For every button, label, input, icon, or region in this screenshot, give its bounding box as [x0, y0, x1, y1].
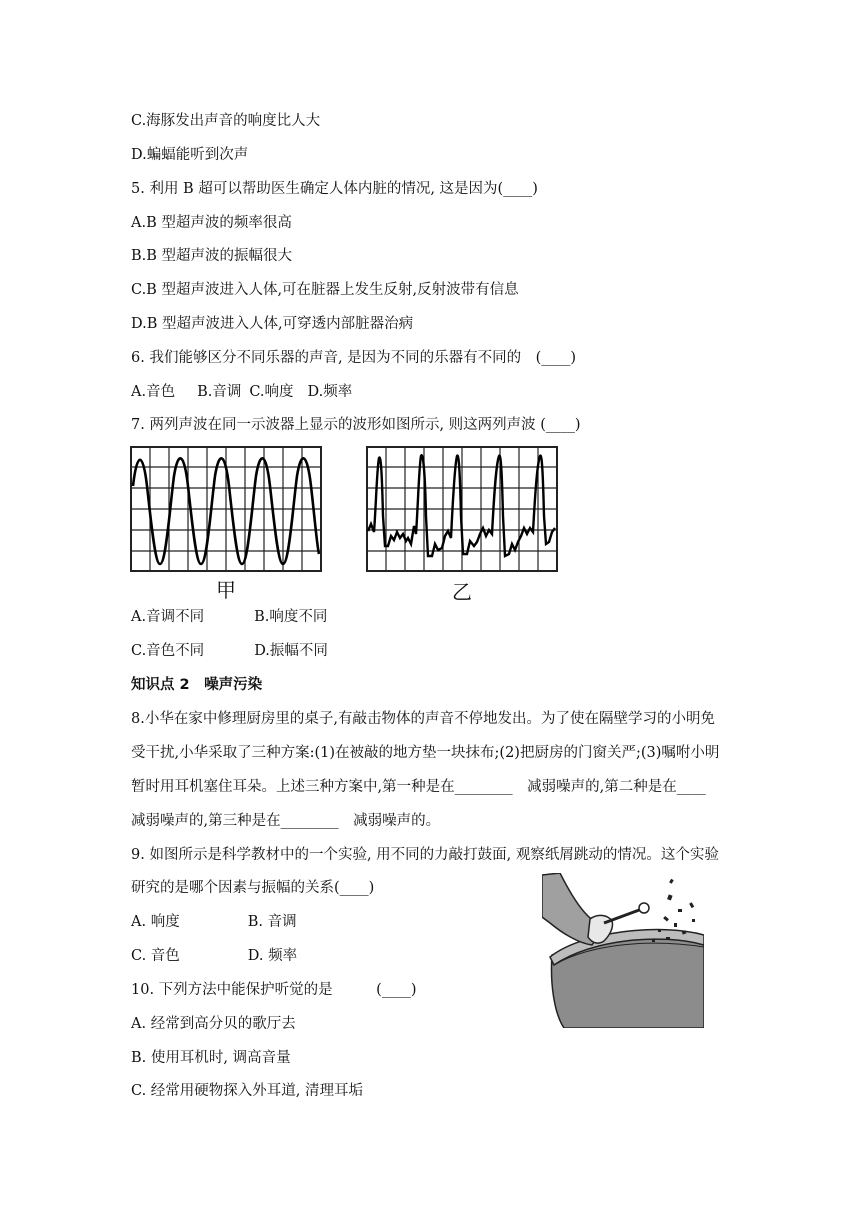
q5-stem: 5. 利用 B 超可以帮助医生确定人体内脏的情况, 这是因为(____) — [131, 181, 538, 197]
q8-line-4: 减弱噪声的,第三种是在________ 减弱噪声的。 — [131, 813, 441, 829]
q7-options-row1 — [131, 607, 327, 627]
q9-option-c: C. 音色 — [131, 948, 180, 964]
q6-stem: 6. 我们能够区分不同乐器的声音, 是因为不同的乐器有不同的 (____) — [131, 350, 576, 366]
q9-option-a: A. 响度 — [131, 914, 180, 930]
q10-stem: 10. 下列方法中能保护听觉的是 (____) — [131, 982, 417, 998]
q5-option-d: D.B 型超声波进入人体,可穿透内部脏器治病 — [131, 316, 414, 332]
q9-option-b: B. 音调 — [247, 914, 297, 930]
q5-option-a: A.B 型超声波的频率很高 — [131, 215, 292, 231]
q7-option-a: A.音调不同 — [131, 609, 205, 625]
drumstick — [604, 909, 642, 923]
q8-line-1: 8.小华在家中修理厨房里的桌子,有敲击物体的声音不停地发出。为了使在隔壁学习的小明免 — [131, 711, 715, 727]
q6-options — [131, 382, 352, 402]
q8-line-3: 暂时用耳机塞住耳朵。上述三种方案中,第一种是在________ 减弱噪声的,第二种是在____ — [131, 779, 706, 795]
q7-option-b: B.响度不同 — [254, 609, 328, 625]
q10-option-c: C. 经常用硬物探入外耳道, 清理耳垢 — [131, 1083, 364, 1099]
q9-line-2: 研究的是哪个因素与振幅的关系(____) — [131, 880, 375, 896]
q9-line-1: 9. 如图所示是科学教材中的一个实验, 用不同的力敲打鼓面, 观察纸屑跳动的情况。这个实验 — [131, 847, 719, 863]
q6-option-d: D.频率 — [307, 384, 353, 400]
q8-line-2: 受干扰,小华采取了三种方案:(1)在被敲的地方垫一块抹布;(2)把厨房的门窗关严;(3)嘱咐小明 — [131, 745, 720, 761]
q6-option-b: B.音调 — [197, 384, 242, 400]
q6-option-c: C.响度 — [249, 384, 294, 400]
oscilloscope-yi — [366, 446, 558, 572]
q5-option-c: C.B 型超声波进入人体,可在脏器上发生反射,反射波带有信息 — [131, 282, 519, 298]
q9-options-row1 — [131, 912, 297, 932]
label-jia: 甲 — [216, 578, 236, 602]
q9-option-d: D. 频率 — [247, 948, 298, 964]
q7-options-row2 — [131, 641, 328, 661]
drum-experiment-illustration — [542, 873, 704, 1028]
q4-option-c: C.海豚发出声音的响度比人大 — [131, 113, 321, 129]
section-heading-noise-pollution: 知识点 2 噪声污染 — [131, 677, 263, 693]
q10-option-a: A. 经常到高分贝的歌厅去 — [131, 1016, 296, 1032]
q10-option-b: B. 使用耳机时, 调高音量 — [131, 1050, 291, 1066]
q4-option-d: D.蝙蝠能听到次声 — [131, 147, 249, 163]
q7-stem: 7. 两列声波在同一示波器上显示的波形如图所示, 则这两列声波 (____) — [131, 417, 581, 433]
q9-options-row2 — [131, 946, 297, 966]
oscilloscope-jia — [130, 446, 322, 572]
q7-option-c: C.音色不同 — [131, 643, 205, 659]
label-yi: 乙 — [452, 580, 472, 604]
q7-option-d: D.振幅不同 — [254, 643, 328, 659]
q6-option-a: A.音色 — [131, 384, 176, 400]
q5-option-b: B.B 型超声波的振幅很大 — [131, 248, 293, 264]
